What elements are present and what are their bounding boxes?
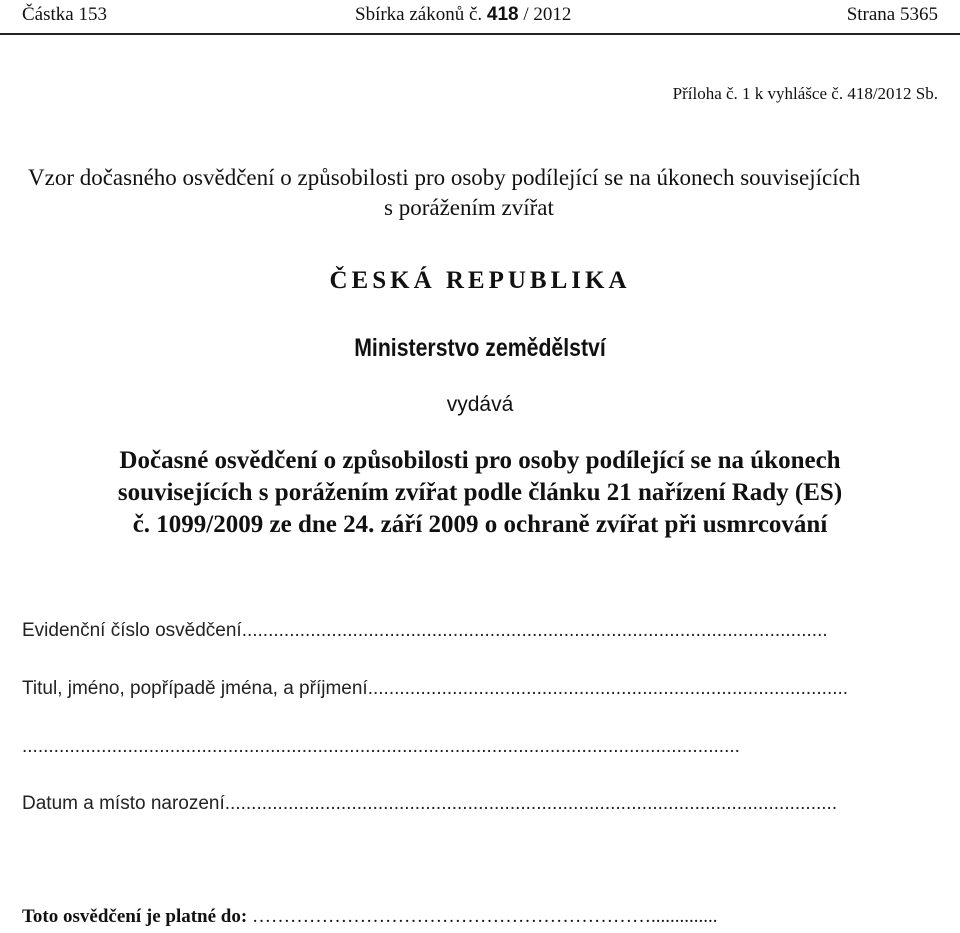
document-title xyxy=(28,163,938,223)
validity-dots: ……………………………………………………….............. xyxy=(247,906,718,927)
name-field[interactable] xyxy=(22,678,848,700)
document-title-line1: Vzor dočasného osvědčení o způsobilosti pro osoby podílející se na úkonech souvisejících xyxy=(28,165,861,190)
certificate-heading-line1: Dočasné osvědčení o způsobilosti pro osoby podílející se na úkonech xyxy=(119,447,841,474)
collection-number: 418 xyxy=(486,4,519,25)
collection-prefix: Sbírka zákonů č. xyxy=(355,4,483,25)
document-title-line2: s porážením zvířat xyxy=(384,195,554,220)
country-name: ČESKÁ REPUBLIKA xyxy=(329,267,631,294)
validity-label: Toto osvědčení je platné do: xyxy=(22,906,248,927)
collection-title xyxy=(355,4,571,26)
name-continuation-field[interactable] xyxy=(22,736,740,758)
page-number: Strana 5365 xyxy=(846,4,938,25)
ministry-name: Ministerstvo zemědělství xyxy=(354,334,606,362)
birth-label: Datum a místo narození xyxy=(22,793,225,814)
certificate-heading-line2: souvisejících s porážením zvířat podle článku 21 nařízení Rady (ES) xyxy=(117,479,843,506)
name-dots: ........................................................................................... xyxy=(367,678,849,699)
issues-text: vydává xyxy=(446,393,514,416)
collection-year: / 2012 xyxy=(523,4,572,25)
certificate-heading xyxy=(40,445,920,541)
birth-field[interactable] xyxy=(22,793,837,815)
annex-reference: Příloha č. 1 k vyhlášce č. 418/2012 Sb. xyxy=(672,84,938,103)
certificate-heading-line3: č. 1099/2009 ze dne 24. září 2009 o ochraně zvířat při usmrcování xyxy=(132,511,828,538)
issue-part: Částka 153 xyxy=(22,4,107,25)
validity-field[interactable] xyxy=(22,906,717,928)
header-rule xyxy=(0,33,960,35)
name-continuation-dots: ........................................................................................................................................ xyxy=(22,736,740,757)
birth-dots: .................................................................................................................... xyxy=(224,793,838,814)
evidence-number-field[interactable] xyxy=(22,620,828,642)
name-label: Titul, jméno, popřípadě jména, a příjmení xyxy=(22,678,368,699)
evidence-number-label: Evidenční číslo osvědčení xyxy=(22,620,242,641)
evidence-number-dots: ............................................................................................................... xyxy=(241,620,828,641)
page-header xyxy=(0,4,960,30)
